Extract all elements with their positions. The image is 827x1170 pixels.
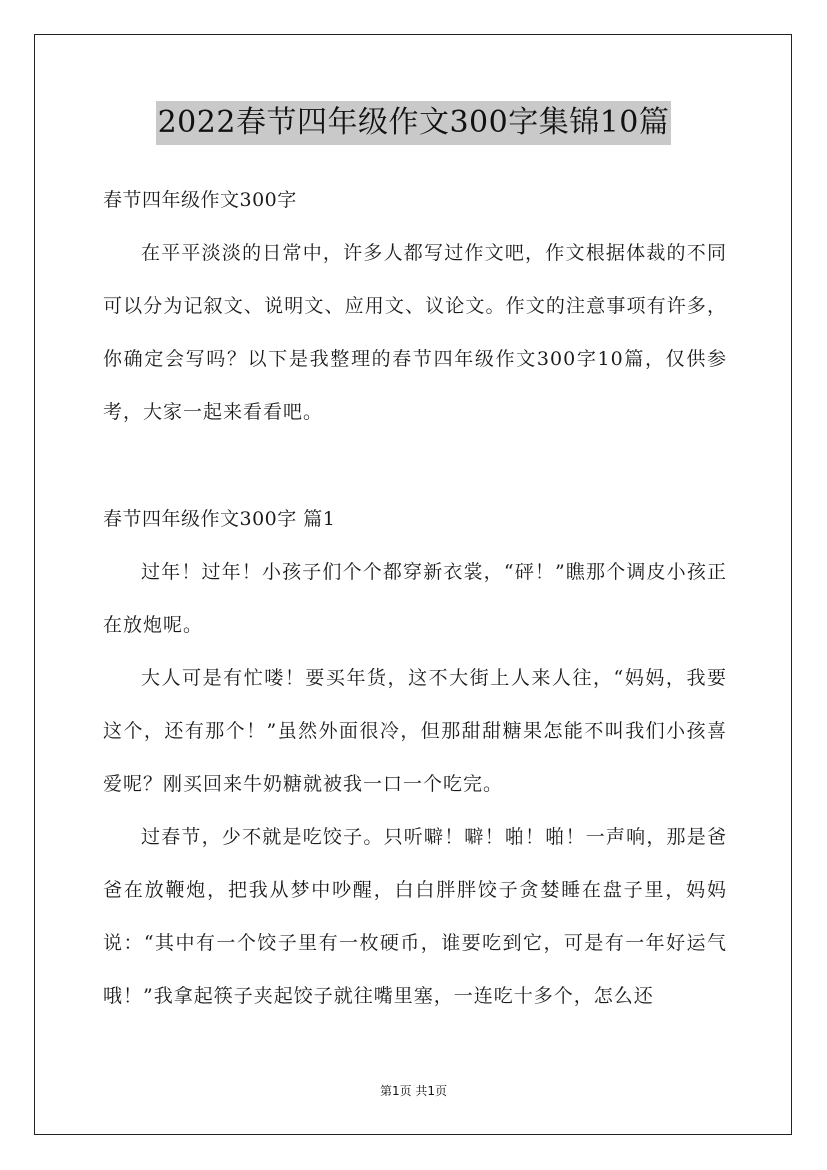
body-paragraph: 过年！过年！小孩子们个个都穿新衣裳，“砰！”瞧那个调皮小孩正在放炮呢。 xyxy=(103,561,727,636)
article-heading: 春节四年级作文300字 篇1 xyxy=(103,508,336,530)
section-spacer xyxy=(103,439,727,493)
document-body xyxy=(103,174,727,1023)
body-paragraph: 过春节，少不就是吃饺子。只听噼！噼！啪！啪！一声响，那是爸爸在放鞭炮，把我从梦中吵醒，白白胖胖饺子贪婪睡在盘子里，妈妈说：“其中有一个饺子里有一枚硬币，谁要吃到它，可是有一年好运气哦！”我拿起筷子夹起饺子就往嘴里塞，一连吃十多个，怎么还 xyxy=(103,826,727,1007)
page-footer: 第1页 共1页 xyxy=(379,1084,448,1098)
document-title: 2022春节四年级作文300字集锦10篇 xyxy=(156,101,672,145)
title-container xyxy=(0,101,827,145)
body-paragraph: 大人可是有忙喽！要买年货，这不大街上人来人往，“妈妈，我要这个，还有那个！”虽然外面很冷，但那甜甜糖果怎能不叫我们小孩喜爱呢？刚买回来牛奶糖就被我一口一个吃完。 xyxy=(103,667,727,795)
intro-paragraph: 在平平淡淡的日常中，许多人都写过作文吧，作文根据体裁的不同可以分为记叙文、说明文、应用文、议论文。作文的注意事项有许多，你确定会写吗？以下是我整理的春节四年级作文300字10篇，仅供参考，大家一起来看看吧。 xyxy=(103,242,727,423)
section-heading: 春节四年级作文300字 xyxy=(103,189,297,211)
